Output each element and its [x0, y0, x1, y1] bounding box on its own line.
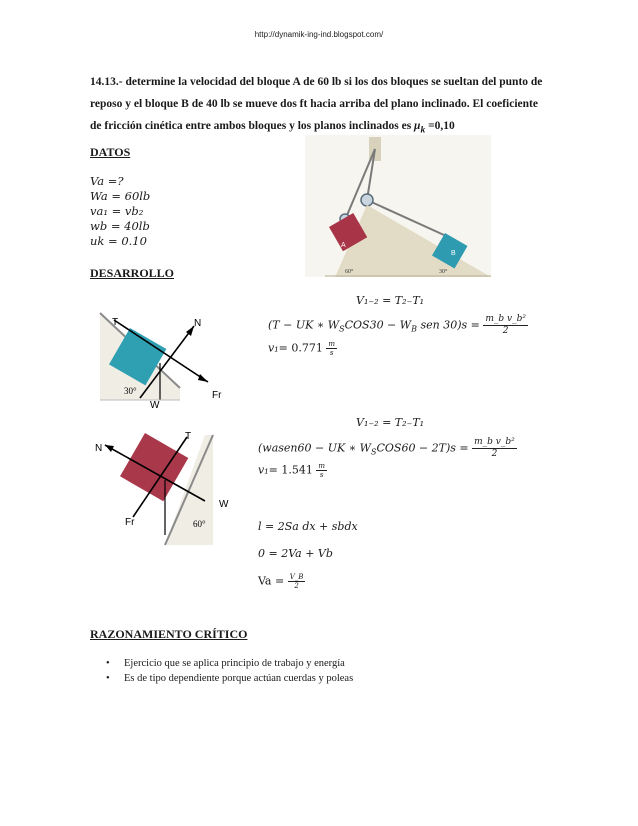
razonamiento-heading: RAZONAMIENTO CRÍTICO — [90, 627, 248, 641]
block-a-label: A — [341, 242, 346, 249]
eq1-part: COS30 − W — [344, 318, 412, 332]
unit-num: m — [318, 462, 325, 470]
datos-line: Wa = 60lb — [90, 189, 151, 203]
eq1-part: sen 30)s = — [416, 318, 480, 332]
eq2-velocity — [258, 462, 327, 479]
angle-label-left: 60° — [345, 269, 354, 275]
unit-fraction — [316, 462, 327, 479]
velocity-value: = 1.541 — [268, 463, 313, 477]
block-b-label: B — [451, 250, 456, 257]
fbd2-t-label: T — [185, 431, 192, 442]
fbd2-w-label: W — [219, 499, 229, 510]
fbd1-n-label: N — [194, 318, 202, 329]
eq2-fraction — [472, 437, 517, 460]
pulley-system-figure — [305, 135, 491, 277]
mu-value: =0,10 — [425, 120, 455, 132]
mu-symbol: μ — [414, 120, 421, 132]
unit-den: s — [319, 471, 324, 479]
free-body-diagram-1 — [90, 308, 250, 410]
fbd2-angle-label: 60° — [193, 519, 206, 529]
unit-num: m — [328, 340, 335, 348]
datos-list — [90, 174, 150, 249]
unit-fraction — [326, 340, 337, 357]
unit-den: s — [329, 349, 334, 357]
arrow-head-icon — [198, 374, 208, 382]
pulley-icon — [361, 194, 373, 206]
free-body-diagram-2 — [95, 425, 245, 550]
fbd1-angle-label: 30° — [124, 386, 137, 396]
angle-label-right: 30° — [439, 269, 448, 275]
arrow-head-icon — [105, 445, 114, 452]
frac-den: 2 — [294, 582, 299, 590]
eq2-part: (wasen60 − UK ∗ W — [258, 441, 371, 455]
fbd1-t-label: T — [112, 317, 119, 328]
eq1-sub: S — [339, 324, 345, 334]
fbd2-fr-label: Fr — [125, 517, 135, 528]
mu-subscript: k — [420, 124, 426, 136]
constraint-eq-1: l = 2Sa dx + sbdx — [258, 520, 358, 533]
eq2-part: COS60 − 2T)s = — [376, 441, 469, 455]
problem-statement — [90, 71, 552, 141]
eq2-main — [258, 437, 517, 460]
constraint-eq-3 — [258, 573, 305, 590]
frac-num: m_b v_b² — [485, 314, 526, 324]
work-energy-eq-2: V₁₋₂ = T₂₋T₁ — [356, 416, 425, 429]
eq3-left: Va = — [258, 574, 285, 588]
eq1-velocity — [268, 340, 337, 357]
constraint-eq-2: 0 = 2Va + Vb — [258, 547, 333, 560]
work-energy-eq-1: V₁₋₂ = T₂₋T₁ — [356, 294, 425, 307]
velocity-symbol: v₁ — [268, 341, 279, 355]
datos-heading: DATOS — [90, 145, 131, 159]
datos-line: uk = 0.10 — [90, 234, 147, 248]
fbd1-w-label: W — [150, 400, 160, 410]
reasoning-list — [90, 656, 550, 686]
frac-num: m_b v_b² — [474, 437, 515, 447]
velocity-symbol: v₁ — [258, 463, 269, 477]
problem-text: 14.13.- determine la velocidad del bloque A de 60 lb si los dos bloques se sueltan del punto de reposo y el bloque B de 40 lb se mueve dos ft hacia arriba del plano inclinado. El coeficiente de fricción cinética entre ambos bloques y los planos inclinados es — [90, 76, 543, 132]
velocity-value: = 0.771 — [278, 341, 323, 355]
list-item: • Ejercicio que se aplica principio de trabajo y energía — [90, 656, 550, 671]
list-item: • Es de tipo dependiente porque actúan cuerdas y poleas — [90, 671, 550, 686]
fbd2-n-label: N — [95, 443, 103, 454]
datos-line: Va =? — [90, 174, 124, 188]
datos-line: va₁ = vb₂ — [90, 204, 144, 218]
eq1-part: (T − UK ∗ W — [268, 318, 340, 332]
eq3-fraction — [288, 573, 306, 590]
fbd2-block — [120, 433, 188, 501]
frac-num: V_B — [289, 573, 304, 581]
eq1-main — [268, 314, 528, 337]
fbd1-fr-label: Fr — [212, 390, 222, 401]
datos-line: wb = 40lb — [90, 219, 150, 233]
header-url[interactable]: http://dynamik-ing-ind.blogspot.com/ — [254, 30, 384, 39]
frac-den: 2 — [491, 449, 498, 459]
frac-den: 2 — [502, 326, 509, 336]
desarrollo-heading: DESARROLLO — [90, 266, 175, 280]
eq2-sub: S — [370, 447, 377, 457]
eq1-sub: B — [411, 324, 417, 334]
eq1-fraction — [483, 314, 528, 337]
